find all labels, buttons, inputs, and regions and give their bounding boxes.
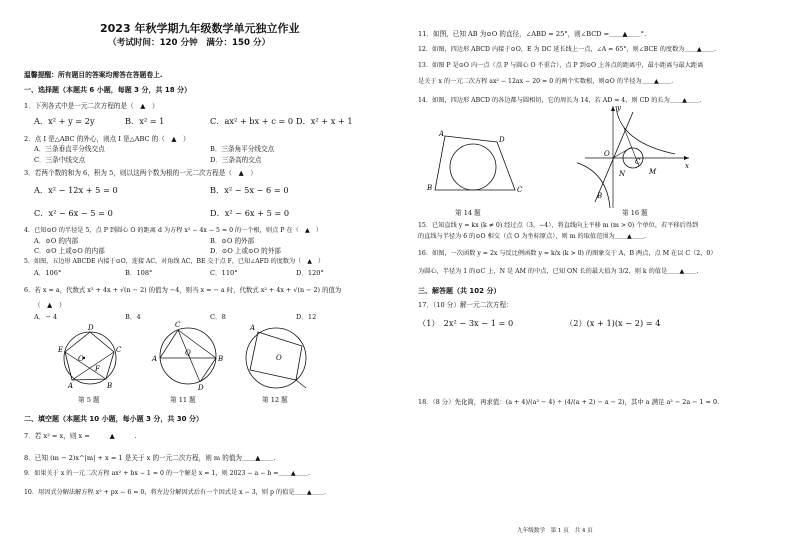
f11-label-c: C <box>175 321 181 329</box>
f11-label-d: D <box>198 384 204 392</box>
figure-12 <box>236 318 318 392</box>
q3-opt-c: C．x² − 6x − 5 = 0 <box>34 208 113 218</box>
section3-heading: 三、解答题（共 102 分） <box>418 287 501 295</box>
f11-caption: 第 11 题 <box>170 396 196 404</box>
q6-opt-b: B．4 <box>125 313 141 321</box>
f14-incircle <box>450 144 496 190</box>
q1-stem: 1．下列各式中是一元二次方程的是（ ▲ ） <box>24 102 159 110</box>
f14-label-c: C <box>517 186 523 194</box>
q18: 18．（8 分）先化简，再求值：(a + 4)/(a² − 4) ÷ (4/(a + 2) − a − 2)，其中 a 满足 a² − 2a − 1 = 0. <box>418 398 720 406</box>
q9: 9．如果关于 x 的一元二次方程 ax² + bx − 1 = 0 的一个解是 x = 1，则 2023 − a − b =＿＿▲＿＿. <box>24 470 310 477</box>
q3-opt-b: B．x² − 5x − 6 = 0 <box>210 185 289 195</box>
q15-line1: 15．已知直线 y = kx (k ≠ 0) 经过点（3，−4），将直线向上平移 m (m > 0) 个单位，若平移后得到 <box>418 222 699 229</box>
q12: 12．如图，四边形 ABCD 内接于⊙O，E 为 DC 延长线上一点，∠A = 65°，则∠BCE 的度数为＿＿▲＿＿. <box>418 46 716 53</box>
q17-part2: （2）(x + 1)(x − 2) = 4 <box>565 318 661 328</box>
figure-14 <box>425 124 525 204</box>
f5-label-e: E <box>58 346 64 354</box>
f14-label-d: D <box>499 136 505 144</box>
f12-caption: 第 12 题 <box>262 396 288 404</box>
figure-5 <box>50 322 130 392</box>
figure-11 <box>148 318 228 392</box>
f11-chord-bd <box>200 358 216 382</box>
f5-label-d: D <box>88 324 94 332</box>
q1-opt-b: B．x² = 1 <box>125 116 165 126</box>
q2-opt-a: A．三条垂直平分线交点 <box>34 145 105 153</box>
q8: 8．已知 (m − 2)x^|m| + x = 1 是关于 x 的一元二次方程，则 m 的值为＿＿▲＿＿. <box>24 454 276 462</box>
q16-line1: 16．如图，一次函数 y = 2x 与反比例函数 y = k/x (k > 0) 的图象交于 A，B 两点，点 M 在以 C（2，0） <box>418 250 717 257</box>
f16-label-c: C <box>635 158 641 166</box>
q5-opt-d: D．120° <box>296 269 324 277</box>
f16-label-m: M <box>649 168 657 176</box>
f5-caption: 第 5 题 <box>78 396 100 404</box>
f16-label-x: x <box>685 162 689 170</box>
f16-y-arrow <box>611 106 615 111</box>
f16-line <box>595 112 633 202</box>
f5-label-a: A <box>68 382 74 390</box>
section2-heading: 二、填空题（本题共 10 小题，每小题 3 分，共 30 分） <box>24 415 203 423</box>
section1-heading: 一、选择题（本题共 6 小题，每题 3 分，共 18 分） <box>24 86 192 94</box>
q17: 17．（10 分）解一元二次方程： <box>418 301 513 309</box>
f5-circle <box>64 332 116 384</box>
f5-label-f: F <box>95 365 100 373</box>
q2-opt-b: B．三条角平分线交点 <box>210 145 275 153</box>
q4-opt-d: D．⊙O 上或⊙O 的外部 <box>210 247 281 255</box>
q5-opt-c: C．110° <box>210 269 238 277</box>
f16-label-n: N <box>619 170 626 178</box>
q1-opt-c: C．ax² + bx + c = 0 <box>210 116 294 126</box>
q11: 11．如图，已知 AB 为⊙O 的直径，∠ABD = 25°，则∠BCD =＿＿▲＿＿°. <box>418 30 647 38</box>
q7: 7．若 x² = x，则 x = ▲ . <box>24 432 137 440</box>
q4-stem: 4．已知⊙O 的半径是 5，点 P 到圆心 O 的距离 d 为方程 x² − 4x − 5 = 0 的一个根，则点 P 在（ ▲ ） <box>24 227 323 234</box>
figure-16 <box>577 100 697 212</box>
q13-line1: 13．如图 P 是⊙O 内一点（点 P 与圆心 O 不重合），点 P 到⊙O 上各点的距离中，最小距离与最大距离 <box>418 62 704 69</box>
f11-label-a: A <box>152 355 158 363</box>
q2-stem: 2．点 I 是△ABC 的外心，则点 I 是△ABC 的（ ▲ ） <box>24 135 190 143</box>
f5-label-o: O <box>78 355 84 363</box>
q17-part1: （1） 2x² − 3x − 1 = 0 <box>418 318 514 328</box>
q13-line2: 是关于 x 的一元二次方程 ax² − 12ax − 20 = 0 的两个实数根，则⊙O 的半径为＿＿▲＿＿. <box>418 78 674 85</box>
page-title: 2023 年秋学期九年级数学单元独立作业 <box>100 22 300 35</box>
q6-opt-d: D．12 <box>296 313 317 321</box>
q3-opt-d: D．x² − 6x + 5 = 0 <box>210 208 290 218</box>
q1-opt-a: A．x² + y = 2y <box>34 116 95 126</box>
f16-x-arrow <box>684 156 689 160</box>
q4-opt-b: B．⊙O 的外部 <box>210 237 255 245</box>
f11-label-b: B <box>218 355 224 363</box>
f16-label-o: O <box>604 150 610 158</box>
q15-line2: 的直线与半径为 6 的⊙O 相交（点 O 为坐标原点），则 m 的取值范围为＿＿▲＿＿. <box>418 233 647 240</box>
f12-label-o: O <box>276 354 282 362</box>
f5-label-c: C <box>116 346 122 354</box>
q6-opt-c: C．8 <box>210 313 226 321</box>
q3-stem: 3．若两个数的和为 6，积为 5，则以这两个数为根的一元二次方程是（ ▲ ） <box>24 169 257 177</box>
f16-hyperbola-2 <box>577 162 610 208</box>
q5-stem: 5．如图，五边形 ABCDE 内接于⊙O，连接 AC，对角线 AC，BE 交于点 F，已知∠AFD 的度数为（ ▲ ） <box>24 258 325 265</box>
q5-opt-a: A．106° <box>34 269 62 277</box>
page-subtitle: （考试时间：120 分钟 满分：150 分） <box>108 38 271 48</box>
q4-opt-c: C．⊙O 上或⊙O 的内部 <box>34 247 105 255</box>
footer: 九年级数学 第 1 页 共 4 页 <box>517 528 593 534</box>
f16-caption: 第 16 题 <box>622 209 648 217</box>
q6-stem: 6．若 x = a，代数式 x² + 4x + √(n − 2) 的值为 −4，则当 x = − a 时，代数式 x² + 4x + √(n − 2) 的值为 <box>24 286 342 294</box>
f11-label-q: Q <box>185 349 191 357</box>
f14-label-a: A <box>439 130 445 138</box>
f12-extension <box>296 380 306 388</box>
q4-opt-a: A．⊙O 的内部 <box>34 237 79 245</box>
right-column <box>397 0 794 550</box>
f14-caption: 第 14 题 <box>455 209 481 217</box>
notice: 温馨提醒：所有题目的答案均需答在答题卷上. <box>24 71 163 79</box>
q6-opt-a: A．− 4 <box>34 313 58 321</box>
q3-opt-a: A．x² − 12x + 5 = 0 <box>34 185 118 195</box>
q10: 10．用因式分解法解方程 x² + px − 6 = 0，将左边分解因式后有一个因式是 x − 3，则 p 的值是＿＿▲＿＿. <box>24 489 326 496</box>
q5-opt-b: B．108° <box>125 269 153 277</box>
q6-stem2: （ ▲ ） <box>34 301 66 309</box>
q1-opt-d: D．x² + x + 1 <box>296 116 353 126</box>
f14-label-b: B <box>427 184 433 192</box>
q2-opt-c: C．三条中线交点 <box>34 156 86 164</box>
q2-opt-d: D．三条高的交点 <box>210 156 262 164</box>
q14: 14．如图，四边形 ABCD 的各边都与圆相切，它的周长为 14，若 AD = 4，则 CD 的长为＿＿▲＿＿. <box>418 97 702 104</box>
f5-label-b: B <box>107 382 113 390</box>
f16-label-b: B <box>597 192 603 200</box>
q16-line2: 为圆心，半径为 1 的⊙C 上，N 是 AM 的中点，已知 ON 长的最大值为 3/2，则 k 的值是＿＿▲＿＿. <box>418 268 699 275</box>
f16-label-y: y <box>617 104 621 112</box>
f12-label-a: A <box>250 324 256 332</box>
